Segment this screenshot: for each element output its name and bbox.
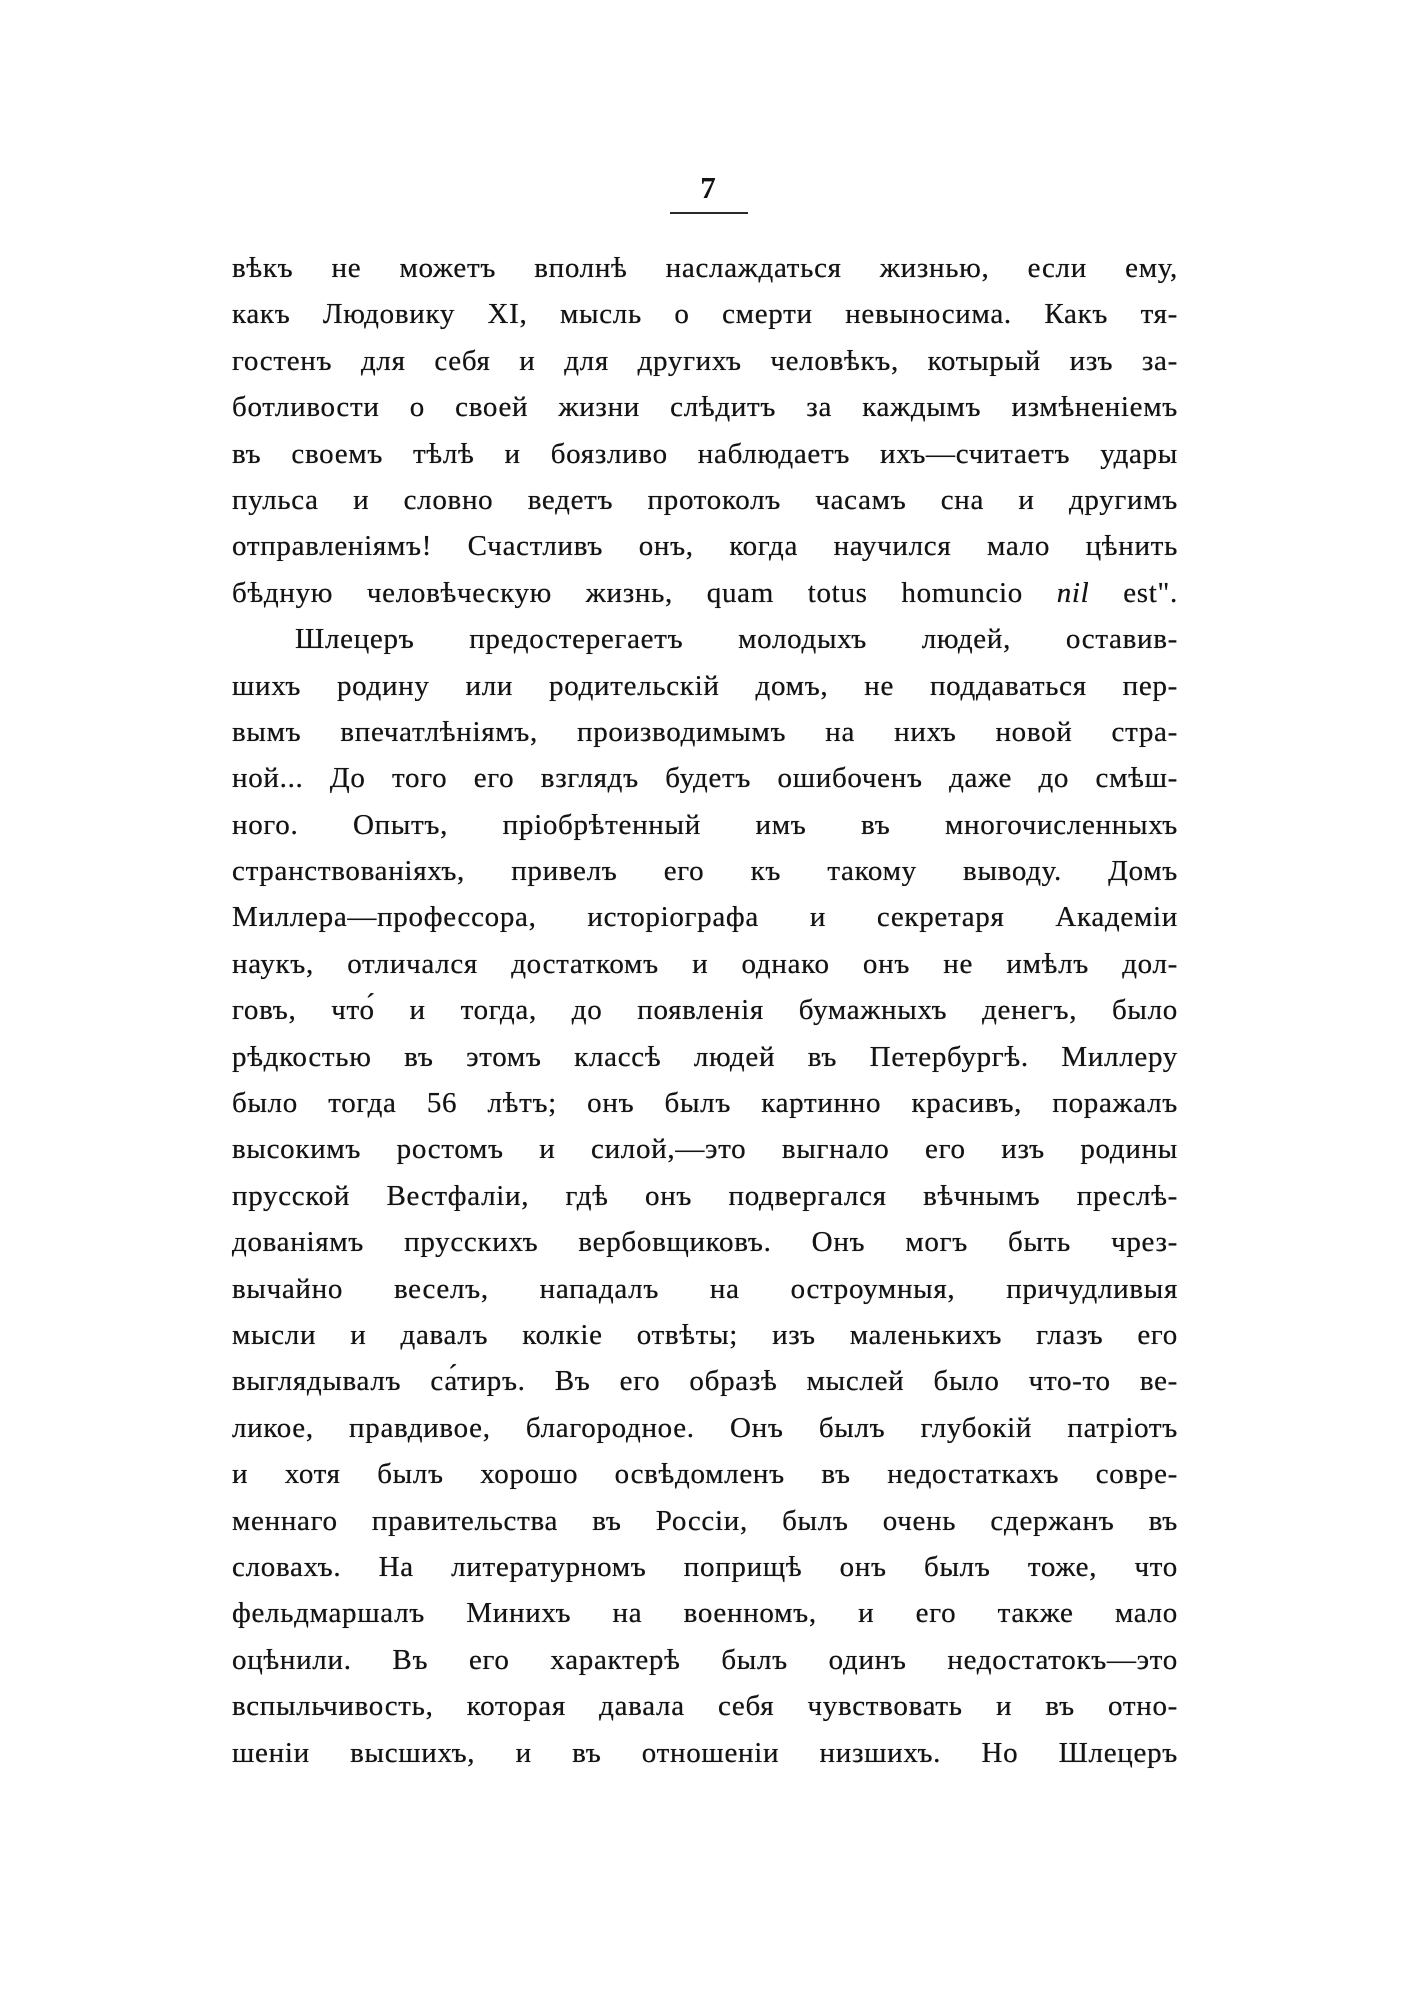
text-line: рѣдкостью въ этомъ классѣ людей въ Петербургѣ. Миллеру bbox=[232, 1040, 1178, 1073]
paragraph-1 bbox=[232, 245, 1178, 616]
text-line: говъ, что́ и тогда, до появленія бумажныхъ денегъ, было bbox=[232, 994, 1178, 1027]
text-line: въ своемъ тѣлѣ и боязливо наблюдаетъ ихъ—считаетъ удары bbox=[232, 437, 1178, 470]
text-line: высокимъ ростомъ и силой,—это выгнало его изъ родины bbox=[232, 1133, 1178, 1166]
text-line: словахъ. На литературномъ поприщѣ онъ былъ тоже, что bbox=[232, 1550, 1178, 1583]
text-line: шеніи высшихъ, и въ отношеніи низшихъ. Но Шлецеръ bbox=[232, 1736, 1178, 1769]
text-line: дованіямъ прусскихъ вербовщиковъ. Онъ могъ быть чрез- bbox=[232, 1226, 1178, 1259]
text-line: ликое, правдивое, благородное. Онъ былъ глубокій патріотъ bbox=[232, 1411, 1178, 1444]
text-line: гостенъ для себя и для другихъ человѣкъ, котырый изъ за- bbox=[232, 344, 1178, 377]
text-line: и хотя былъ хорошо освѣдомленъ въ недостаткахъ совре- bbox=[232, 1458, 1178, 1491]
text-line: Миллера—профессора, исторіографа и секретаря Академіи bbox=[232, 901, 1178, 934]
text-line: меннаго правительства въ Россіи, былъ очень сдержанъ въ bbox=[232, 1504, 1178, 1537]
text-line-latin-quote bbox=[232, 570, 1178, 616]
paragraph-2 bbox=[232, 616, 1178, 1776]
text-line: Шлецеръ предостерегаетъ молодыхъ людей, оставив- bbox=[295, 623, 1178, 656]
text-line: странствованіяхъ, привелъ его къ такому выводу. Домъ bbox=[232, 855, 1178, 888]
text-line: вѣкъ не можетъ вполнѣ наслаждаться жизнью, если ему, bbox=[232, 252, 1178, 284]
text-line: мысли и давалъ колкіе отвѣты; изъ маленькихъ глазъ его bbox=[232, 1318, 1178, 1351]
text-line: оцѣнили. Въ его характерѣ былъ одинъ недостатокъ—это bbox=[232, 1643, 1178, 1676]
text-line: вымъ впечатлѣніямъ, производимымъ на нихъ новой стра- bbox=[232, 715, 1178, 748]
text-line: выглядывалъ са́тиръ. Въ его образѣ мыслей было что-то ве- bbox=[232, 1365, 1178, 1398]
text-line: ной... До того его взглядъ будетъ ошибоченъ даже до смѣш- bbox=[232, 762, 1178, 795]
text-line: наукъ, отличался достаткомъ и однако онъ не имѣлъ дол- bbox=[232, 947, 1178, 980]
text-line: ботливости о своей жизни слѣдитъ за каждымъ измѣненіемъ bbox=[232, 391, 1178, 424]
latin-quote-end: est". bbox=[1123, 576, 1178, 609]
italic-word: nil bbox=[1056, 576, 1090, 609]
text-line: какъ Людовику XI, мысль о смерти невыносима. Какъ тя- bbox=[232, 298, 1178, 331]
text-line: ного. Опытъ, пріобрѣтенный имъ въ многочисленныхъ bbox=[232, 808, 1178, 841]
text-line: фельдмаршалъ Минихъ на военномъ, и его также мало bbox=[232, 1597, 1178, 1630]
text-line: прусской Вестфаліи, гдѣ онъ подвергался вѣчнымъ преслѣ- bbox=[232, 1179, 1178, 1212]
text-line: шихъ родину или родительскій домъ, не поддаваться пер- bbox=[232, 669, 1178, 702]
text-line: отправленіямъ! Счастливъ онъ, когда научился мало цѣнить bbox=[232, 530, 1178, 563]
latin-quote-start: бѣдную человѣческую жизнь, quam totus homuncio bbox=[232, 576, 1023, 609]
page-number-rule bbox=[670, 212, 748, 214]
text-line: пульса и словно ведетъ протоколъ часамъ сна и другимъ bbox=[232, 483, 1178, 516]
text-line: вычайно веселъ, нападалъ на остроумныя, причудливыя bbox=[232, 1272, 1178, 1305]
text-line: вспыльчивость, которая давала себя чувствовать и въ отно- bbox=[232, 1690, 1178, 1723]
text-block bbox=[232, 245, 1178, 1776]
text-line: было тогда 56 лѣтъ; онъ былъ картинно красивъ, поражалъ bbox=[232, 1087, 1178, 1120]
page-number: 7 bbox=[700, 170, 716, 205]
